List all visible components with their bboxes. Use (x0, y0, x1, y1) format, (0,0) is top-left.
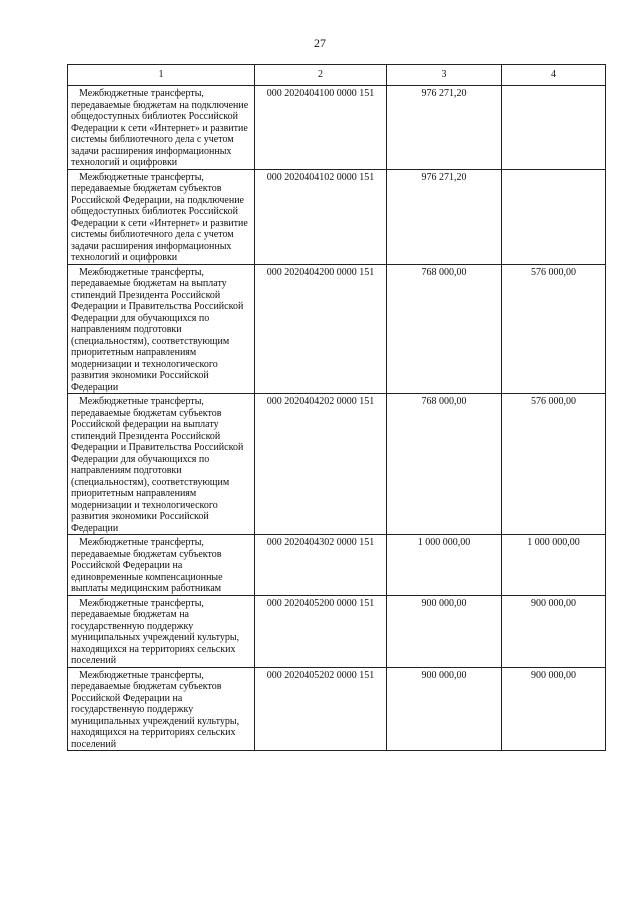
table-row (68, 394, 606, 535)
table-row (68, 264, 606, 394)
row-description: Межбюджетные трансферты, передаваемые бюджетам субъектов Российской федерации на выплату стипендий Президента Российской Федерации и Правительства Российской Федерации для обучающихся по направлениям подготовки (специальностям), соответствующим приоритетным направлениям модернизации и технологического развития экономики Российской Федерации (68, 394, 255, 535)
row-amount-col3: 1 000 000,00 (387, 535, 502, 596)
row-code: 000 2020404202 0000 151 (255, 394, 387, 535)
row-amount-col4: 576 000,00 (502, 394, 606, 535)
row-code: 000 2020404100 0000 151 (255, 86, 387, 170)
row-code: 000 2020404102 0000 151 (255, 169, 387, 264)
row-code: 000 2020405200 0000 151 (255, 595, 387, 667)
row-amount-col4: 900 000,00 (502, 667, 606, 751)
column-header-1: 1 (68, 65, 255, 86)
column-header-4: 4 (502, 65, 606, 86)
row-amount-col4: 1 000 000,00 (502, 535, 606, 596)
row-description: Межбюджетные трансферты, передаваемые бюджетам субъектов Российской Федерации на единовременные компенсационные выплаты медицинским работникам (68, 535, 255, 596)
row-amount-col4 (502, 86, 606, 170)
column-header-3: 3 (387, 65, 502, 86)
row-amount-col4 (502, 169, 606, 264)
table-header-row (68, 65, 606, 86)
row-code: 000 2020404200 0000 151 (255, 264, 387, 394)
row-code: 000 2020405202 0000 151 (255, 667, 387, 751)
row-amount-col3: 976 271,20 (387, 169, 502, 264)
row-amount-col3: 768 000,00 (387, 394, 502, 535)
table-row (68, 169, 606, 264)
table-row (68, 535, 606, 596)
row-amount-col3: 768 000,00 (387, 264, 502, 394)
column-header-2: 2 (255, 65, 387, 86)
row-description: Межбюджетные трансферты, передаваемые бюджетам субъектов Российской Федерации на государственную поддержку муниципальных учреждений культуры, находящихся на территориях сельских поселений (68, 667, 255, 751)
table-row (68, 595, 606, 667)
row-amount-col3: 900 000,00 (387, 667, 502, 751)
table-row (68, 667, 606, 751)
row-description: Межбюджетные трансферты, передаваемые бюджетам на выплату стипендий Президента Российской Федерации и Правительства Российской Федерации для обучающихся по направлениям подготовки (специальностям), соответствующим приоритетным направлениям модернизации и технологического развития экономики Российской Федерации (68, 264, 255, 394)
row-description: Межбюджетные трансферты, передаваемые бюджетам на государственную поддержку муниципальных учреждений культуры, находящихся на территориях сельских поселений (68, 595, 255, 667)
budget-table (67, 64, 606, 751)
row-amount-col3: 976 271,20 (387, 86, 502, 170)
row-amount-col3: 900 000,00 (387, 595, 502, 667)
row-description: Межбюджетные трансферты, передаваемые бюджетам на подключение общедоступных библиотек Российской Федерации к сети «Интернет» и развитие системы библиотечного дела с учетом задачи расширения информационных технологий и оцифровки (68, 86, 255, 170)
row-description: Межбюджетные трансферты, передаваемые бюджетам субъектов Российской Федерации, на подключение общедоступных библиотек Российской Федерации к сети «Интернет» и развитие системы библиотечного дела с учетом задачи расширения информационных технологий и оцифровки (68, 169, 255, 264)
row-amount-col4: 576 000,00 (502, 264, 606, 394)
row-code: 000 2020404302 0000 151 (255, 535, 387, 596)
page-number: 27 (314, 36, 326, 50)
row-amount-col4: 900 000,00 (502, 595, 606, 667)
table-row (68, 86, 606, 170)
